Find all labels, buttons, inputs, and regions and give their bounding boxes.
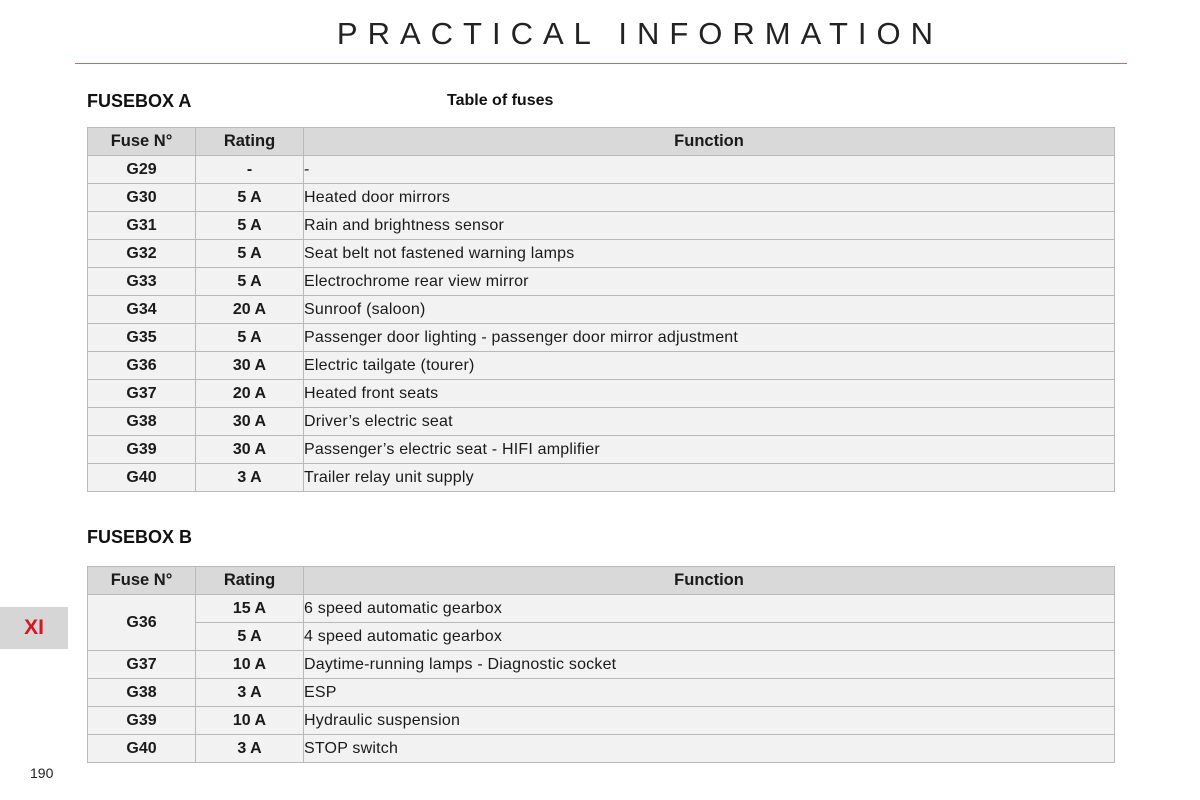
fuse-number: G29	[88, 156, 196, 184]
fuse-rating: 3 A	[196, 679, 304, 707]
fuse-function: Sunroof (saloon)	[304, 296, 1115, 324]
fuse-number: G38	[88, 679, 196, 707]
fuse-function: 6 speed automatic gearbox	[304, 595, 1115, 623]
fuse-rating: -	[196, 156, 304, 184]
table-row	[88, 324, 1115, 352]
fuse-function: Heated front seats	[304, 380, 1115, 408]
column-header-function: Function	[304, 567, 1115, 595]
column-header-rating: Rating	[196, 567, 304, 595]
fuse-number: G32	[88, 240, 196, 268]
fuse-number: G40	[88, 464, 196, 492]
fuse-rating: 5 A	[196, 324, 304, 352]
fuse-rating: 5 A	[196, 240, 304, 268]
table-row	[88, 352, 1115, 380]
table-row	[88, 464, 1115, 492]
fuse-rating: 5 A	[196, 212, 304, 240]
column-header-fuse: Fuse N°	[88, 567, 196, 595]
table-row	[88, 240, 1115, 268]
fusebox-b-table	[87, 566, 1115, 763]
column-header-function: Function	[304, 128, 1115, 156]
fuse-function: Electric tailgate (tourer)	[304, 352, 1115, 380]
fuse-function: Daytime-running lamps - Diagnostic socket	[304, 651, 1115, 679]
table-caption: Table of fuses	[447, 92, 554, 109]
table-row	[88, 184, 1115, 212]
fuse-function: Electrochrome rear view mirror	[304, 268, 1115, 296]
table-row	[88, 212, 1115, 240]
fuse-number: G39	[88, 707, 196, 735]
fuse-rating: 5 A	[196, 184, 304, 212]
fuse-rating: 30 A	[196, 408, 304, 436]
fuse-function: ESP	[304, 679, 1115, 707]
page-number: 190	[30, 765, 54, 781]
fuse-function: -	[304, 156, 1115, 184]
fuse-rating: 20 A	[196, 380, 304, 408]
fuse-function: Passenger door lighting - passenger door mirror adjustment	[304, 324, 1115, 352]
fuse-rating: 20 A	[196, 296, 304, 324]
fuse-number: G37	[88, 651, 196, 679]
fuse-number: G36	[88, 352, 196, 380]
table-row	[88, 651, 1115, 679]
fuse-number: G38	[88, 408, 196, 436]
fuse-function: Passenger’s electric seat - HIFI amplifier	[304, 436, 1115, 464]
fuse-rating: 30 A	[196, 436, 304, 464]
fuse-rating: 3 A	[196, 464, 304, 492]
fuse-rating: 5 A	[196, 268, 304, 296]
fuse-number: G31	[88, 212, 196, 240]
table-row	[88, 380, 1115, 408]
fuse-function: Trailer relay unit supply	[304, 464, 1115, 492]
fuse-function: STOP switch	[304, 735, 1115, 763]
fuse-rating: 10 A	[196, 651, 304, 679]
fusebox-a-heading: FUSEBOX A	[87, 91, 192, 111]
table-header-row	[88, 128, 1115, 156]
table-header-row	[88, 567, 1115, 595]
page-title: PRACTICAL INFORMATION	[336, 16, 944, 51]
column-header-rating: Rating	[196, 128, 304, 156]
fuse-rating: 10 A	[196, 707, 304, 735]
title-divider	[75, 63, 1127, 64]
fuse-rating: 30 A	[196, 352, 304, 380]
fuse-number: G33	[88, 268, 196, 296]
fuse-number: G35	[88, 324, 196, 352]
fuse-number: G30	[88, 184, 196, 212]
fuse-function: Driver’s electric seat	[304, 408, 1115, 436]
fuse-rating: 5 A	[196, 623, 304, 651]
table-row	[88, 595, 1115, 623]
table-row	[88, 268, 1115, 296]
chapter-tab: XI	[0, 607, 68, 649]
table-row	[88, 436, 1115, 464]
table-row	[88, 735, 1115, 763]
table-row	[88, 707, 1115, 735]
fuse-rating: 3 A	[196, 735, 304, 763]
column-header-fuse: Fuse N°	[88, 128, 196, 156]
table-row	[88, 679, 1115, 707]
fuse-number: G37	[88, 380, 196, 408]
fuse-function: Heated door mirrors	[304, 184, 1115, 212]
fuse-rating: 15 A	[196, 595, 304, 623]
table-row	[88, 156, 1115, 184]
fuse-number: G40	[88, 735, 196, 763]
fuse-function: Rain and brightness sensor	[304, 212, 1115, 240]
fuse-function: Hydraulic suspension	[304, 707, 1115, 735]
fuse-number: G39	[88, 436, 196, 464]
fuse-function: 4 speed automatic gearbox	[304, 623, 1115, 651]
fuse-function: Seat belt not fastened warning lamps	[304, 240, 1115, 268]
fusebox-a-table	[87, 127, 1115, 492]
table-row	[88, 408, 1115, 436]
table-row	[88, 623, 1115, 651]
fusebox-b-heading: FUSEBOX B	[87, 527, 193, 547]
fuse-number: G34	[88, 296, 196, 324]
fuse-number: G36	[88, 595, 196, 651]
table-row	[88, 296, 1115, 324]
